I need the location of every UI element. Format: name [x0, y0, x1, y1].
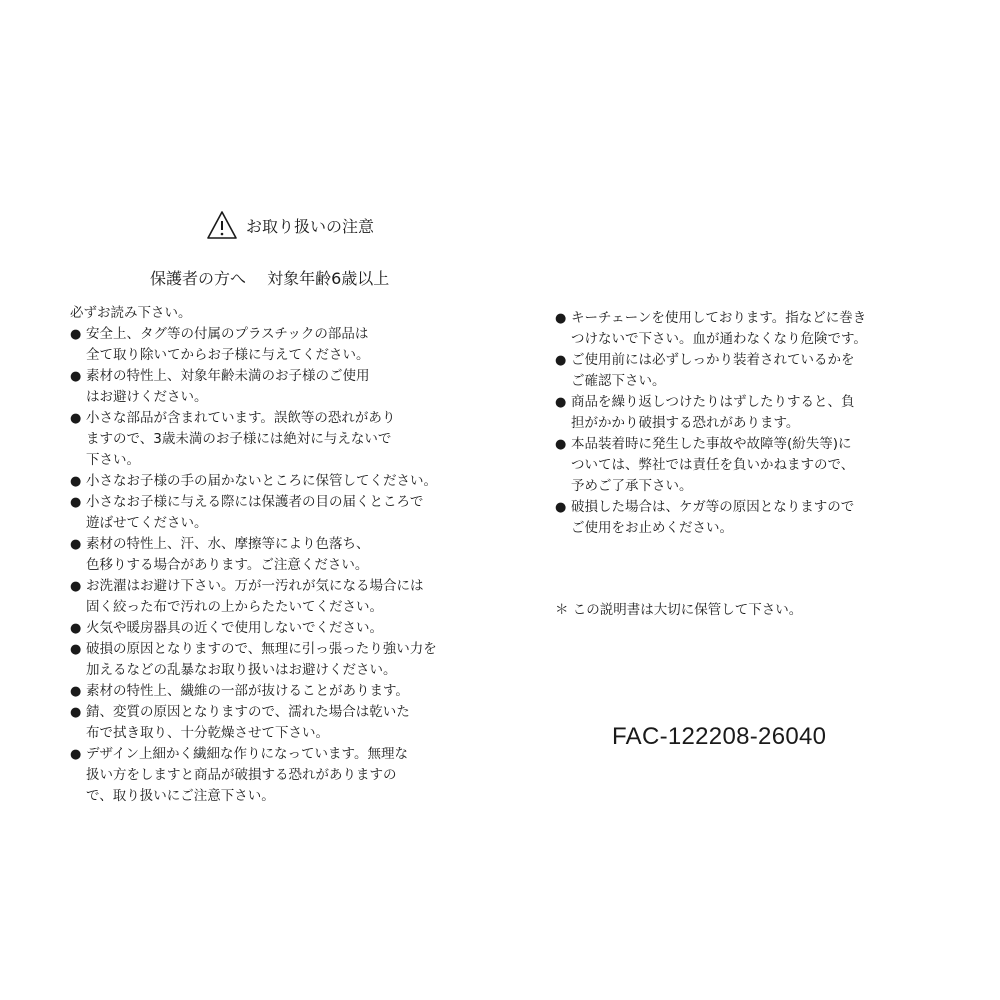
bullet-icon: ●	[70, 747, 82, 762]
item-line: 色移りする場合があります。ご注意ください。	[86, 557, 369, 573]
item-line: 素材の特性上、繊維の一部が抜けることがあります。	[86, 683, 409, 699]
list-item	[70, 324, 490, 366]
list-item	[70, 492, 490, 534]
keep-note: ＊ この説明書は大切に保管して下さい。	[555, 602, 803, 618]
item-text	[86, 492, 423, 534]
product-code: FAC-122208-26040	[612, 723, 827, 750]
item-line: 錆、変質の原因となりますので、濡れた場合は乾いた	[86, 704, 410, 720]
list-item	[70, 408, 490, 471]
item-text	[86, 639, 437, 681]
list-item	[70, 681, 490, 702]
item-text	[86, 366, 370, 408]
item-line: つけないで下さい。血が通わなくなり危険です。	[571, 331, 867, 347]
list-item	[70, 576, 490, 618]
item-line: 担がかかり破損する恐れがあります。	[571, 415, 800, 431]
item-text	[571, 434, 854, 497]
item-text	[86, 702, 410, 744]
bullet-icon: ●	[70, 621, 82, 636]
bullet-icon: ●	[70, 684, 82, 699]
item-line: ますので、3歳未満のお子様には絶対に与えないで	[86, 431, 392, 447]
item-line: 固く絞った布で汚れの上からたたいてください。	[86, 599, 383, 615]
item-text	[86, 471, 437, 492]
left-item-list	[70, 324, 490, 807]
list-item	[555, 350, 935, 392]
bullet-icon: ●	[70, 369, 82, 384]
item-text	[571, 392, 855, 434]
warning-triangle-icon	[206, 210, 238, 240]
bullet-icon: ●	[70, 474, 82, 489]
item-line: 布で拭き取り、十分乾燥させて下さい。	[86, 725, 329, 741]
right-item-list	[555, 308, 935, 539]
item-line: 加えるなどの乱暴なお取り扱いはお避けください。	[86, 662, 397, 678]
item-line: お洗濯はお避け下さい。万が一汚れが気になる場合には	[86, 578, 424, 594]
bullet-icon: ●	[555, 353, 567, 368]
item-line: 素材の特性上、対象年齢未満のお子様のご使用	[86, 368, 370, 384]
item-line: 小さな部品が含まれています。誤飲等の恐れがあり	[86, 410, 396, 426]
list-item	[555, 434, 935, 497]
bullet-icon: ●	[70, 579, 82, 594]
title-row	[0, 210, 580, 240]
left-column	[70, 303, 490, 807]
item-text	[571, 350, 855, 392]
item-line: 商品を繰り返しつけたりはずしたりすると、負	[571, 394, 855, 410]
bullet-icon: ●	[555, 437, 567, 452]
list-item	[70, 471, 490, 492]
list-item	[555, 392, 935, 434]
item-text	[86, 408, 395, 471]
item-line: 本品装着時に発生した事故や故障等(紛失等)に	[571, 436, 852, 452]
lead-text: 必ずお読み下さい。	[70, 305, 192, 321]
item-line: デザイン上細かく繊細な作りになっています。無理な	[86, 746, 408, 762]
list-item	[555, 308, 935, 350]
item-line: 破損した場合は、ケガ等の原因となりますので	[571, 499, 855, 515]
item-line: で、取り扱いにご注意下さい。	[86, 788, 275, 804]
item-text	[571, 308, 867, 350]
list-item	[70, 702, 490, 744]
bullet-icon: ●	[555, 500, 567, 515]
item-line: 下さい。	[86, 452, 140, 468]
item-line: 全て取り除いてからお子様に与えてください。	[86, 347, 370, 363]
bullet-icon: ●	[70, 537, 82, 552]
page-title: お取り扱いの注意	[245, 216, 374, 236]
bullet-icon: ●	[70, 642, 82, 657]
list-item	[70, 618, 490, 639]
bullet-icon: ●	[555, 311, 567, 326]
item-text	[86, 681, 409, 702]
item-line: キーチェーンを使用しております。指などに巻き	[571, 310, 867, 326]
right-column	[555, 308, 935, 539]
item-text	[86, 576, 424, 618]
item-text	[86, 744, 408, 807]
item-line: ご確認下さい。	[571, 373, 666, 389]
item-line: ご使用前には必ずしっかり装着されているかを	[571, 352, 855, 368]
list-item	[70, 744, 490, 807]
item-line: 遊ばせてください。	[86, 515, 208, 531]
item-line: 破損の原因となりますので、無理に引っ張ったり強い力を	[86, 641, 437, 657]
list-item	[555, 497, 935, 539]
page-subtitle: 保護者の方へ 対象年齢6歳以上	[150, 269, 390, 288]
item-line: 扱い方をしますと商品が破損する恐れがありますの	[86, 767, 397, 783]
bullet-icon: ●	[70, 705, 82, 720]
list-item	[70, 366, 490, 408]
item-text	[86, 618, 383, 639]
bullet-icon: ●	[70, 495, 82, 510]
bullet-icon: ●	[555, 395, 567, 410]
item-line: 小さなお子様の手の届かないところに保管してください。	[86, 473, 437, 489]
item-line: はお避けください。	[86, 389, 208, 405]
item-line: ついては、弊社では責任を負いかねますので、	[571, 457, 855, 473]
item-text	[86, 324, 370, 366]
list-item	[70, 534, 490, 576]
list-item	[70, 639, 490, 681]
item-line: ご使用をお止めください。	[571, 520, 733, 536]
item-text	[571, 497, 854, 539]
item-line: 予めご了承下さい。	[571, 478, 693, 494]
item-line: 小さなお子様に与える際には保護者の目の届くところで	[86, 494, 424, 510]
item-line: 素材の特性上、汗、水、摩擦等により色落ち、	[86, 536, 370, 552]
item-line: 安全上、タグ等の付属のプラスチックの部品は	[86, 326, 369, 342]
item-text	[86, 534, 370, 576]
item-line: 火気や暖房器具の近くで使用しないでください。	[86, 620, 383, 636]
bullet-icon: ●	[70, 411, 82, 426]
bullet-icon: ●	[70, 327, 82, 342]
